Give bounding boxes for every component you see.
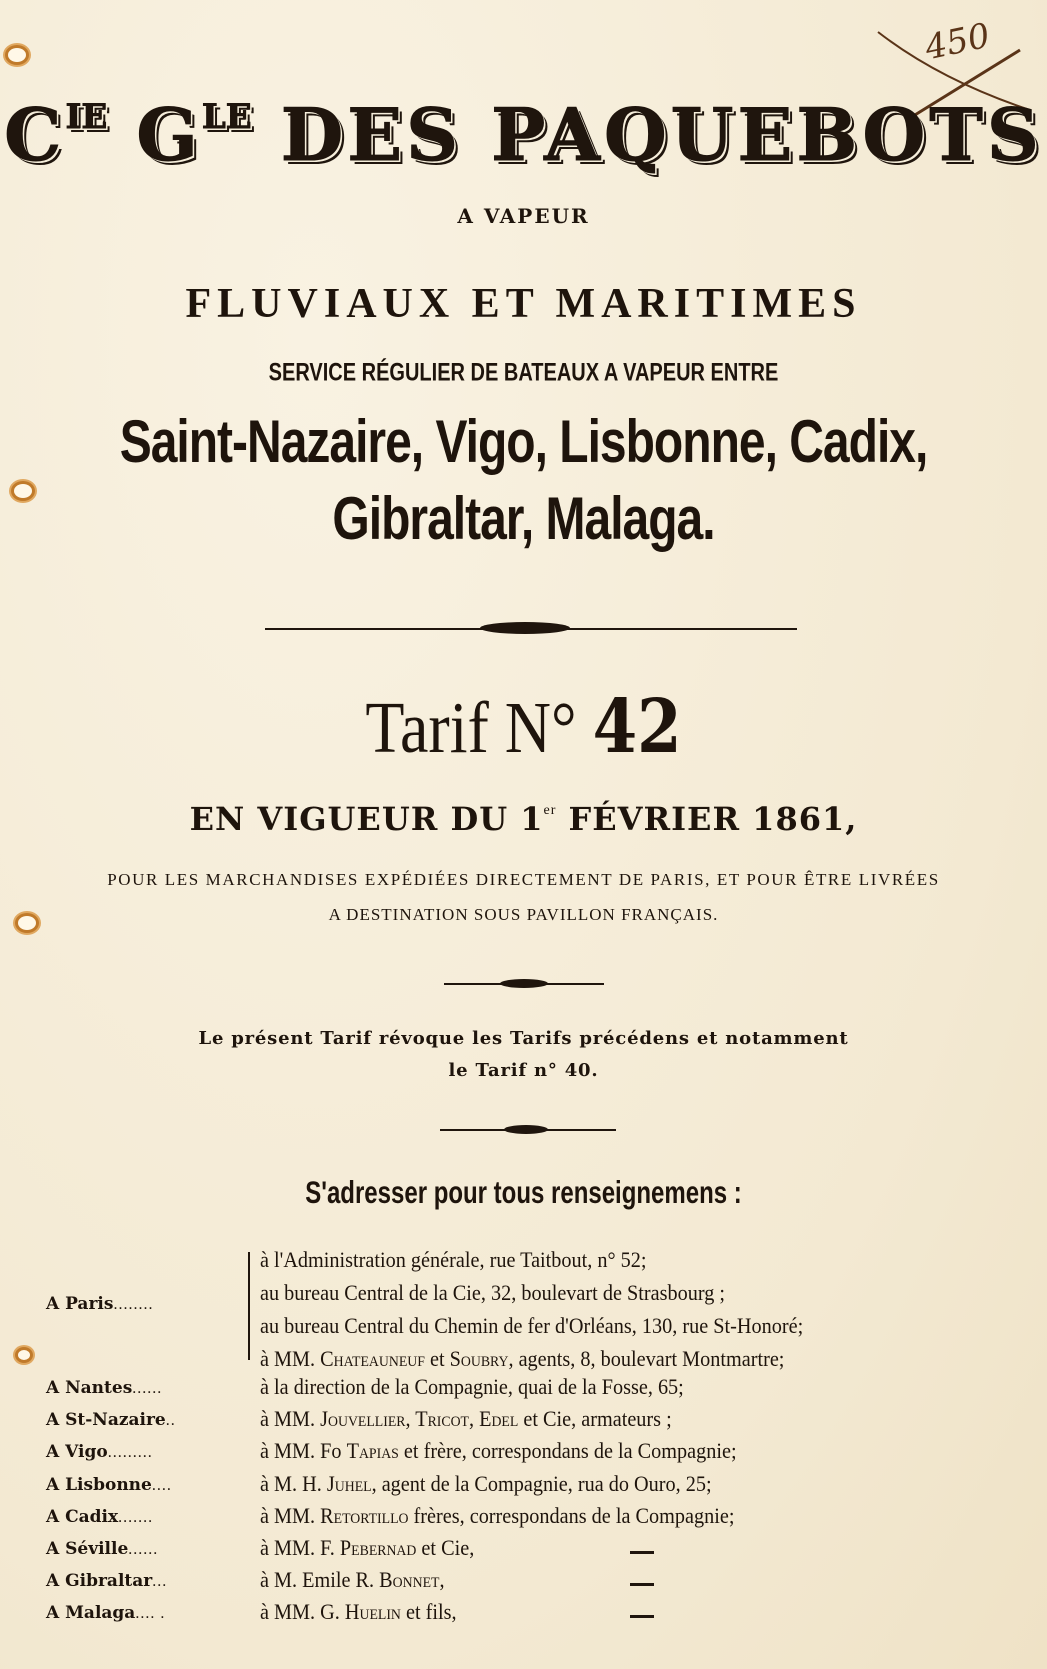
contact-address: à M. Emile R. Bonnet,: [260, 1567, 445, 1593]
vigueur-post: FÉVRIER 1861,: [556, 800, 858, 838]
contact-address: à M. H. Juhel, agent de la Compagnie, rua do Ouro, 25;: [260, 1470, 712, 1496]
ditto-dash: [630, 1583, 654, 1586]
city-label: A Cadix.......: [46, 1506, 154, 1527]
company-g-sup: LE: [201, 97, 252, 137]
city-label: A Paris........: [46, 1294, 154, 1314]
contact-row: [0, 1471, 1047, 1501]
ditto-dash: [630, 1551, 654, 1554]
goods-line-1: POUR LES MARCHANDISES EXPÉDIÉES DIRECTEMENT DE PARIS, ET POUR ÊTRE LIVRÉES: [107, 870, 940, 889]
contact-address: à MM. Jouvellier, Tricot, Edel et Cie, armateurs ;: [260, 1406, 672, 1432]
ditto-dash: [630, 1615, 654, 1618]
tarif-label: Tarif N°: [365, 686, 577, 769]
vigueur-sup: er: [543, 803, 557, 818]
contact-row: [0, 1535, 1047, 1565]
paris-address-2: au bureau Central de la Cie, 32, boulevart de Strasbourg ;: [260, 1280, 726, 1305]
contact-address: à MM. Retortillo frères, correspondans de la Compagnie;: [260, 1502, 735, 1528]
contact-address: à MM. Fo Tapias et frère, correspondans de la Compagnie;: [260, 1438, 737, 1464]
contact-address: à MM. G. Huelin et fils,: [260, 1599, 457, 1625]
contact-row: [0, 1374, 1047, 1404]
subtitle-a-vapeur: A VAPEUR: [457, 204, 590, 228]
contacts-heading: S'adresser pour tous renseignemens :: [305, 1175, 742, 1211]
punch-hole-top: [8, 48, 26, 62]
vigueur-pre: EN VIGUEUR DU 1: [189, 800, 544, 838]
revocation-line-2: le Tarif n° 40.: [448, 1060, 599, 1081]
paris-address-4: à MM. Chateauneuf et Soubry, agents, 8, boulevart Montmartre;: [260, 1346, 785, 1371]
contact-row: [0, 1599, 1047, 1629]
revocation-line-1: Le présent Tarif révoque les Tarifs précédens et notamment: [198, 1028, 849, 1049]
city-label: A Séville......: [46, 1539, 159, 1559]
tarif-number: 42: [592, 684, 682, 771]
tarif-title: [0, 684, 1047, 770]
ports-line-2: Gibraltar, Malaga.: [332, 486, 715, 553]
city-label: A Gibraltar...: [46, 1571, 168, 1592]
paris-address-1: à l'Administration générale, rue Taitbout, n° 52;: [260, 1247, 647, 1272]
vigueur-date: [0, 800, 1047, 838]
contact-address: à MM. F. Pebernad et Cie,: [260, 1535, 475, 1560]
contact-row: [0, 1438, 1047, 1468]
contact-row: [0, 1503, 1047, 1533]
company-name: [0, 92, 1047, 177]
company-c: C: [4, 92, 66, 177]
handwritten-number: 450: [921, 15, 994, 69]
ports-line-1: Saint-Nazaire, Vigo, Lisbonne, Cadix,: [119, 409, 928, 476]
city-label: A Malaga.... .: [46, 1603, 166, 1624]
city-label: A Vigo.........: [46, 1442, 153, 1463]
city-label: A Lisbonne....: [46, 1474, 172, 1495]
company-main: DES PAQUEBOTS: [280, 92, 1043, 177]
service-line: SERVICE RÉGULIER DE BATEAUX A VAPEUR ENTRE: [268, 359, 779, 387]
contact-row: [0, 1567, 1047, 1597]
city-label: A Nantes......: [46, 1378, 163, 1398]
contact-address: à la direction de la Compagnie, quai de la Fosse, 65;: [260, 1374, 684, 1399]
contact-row: [0, 1406, 1047, 1436]
company-g: G: [136, 92, 202, 177]
company-c-sup: IE: [65, 97, 108, 137]
city-label: A St-Nazaire..: [46, 1410, 176, 1431]
paris-address-3: au bureau Central du Chemin de fer d'Orléans, 130, rue St-Honoré;: [260, 1313, 804, 1338]
goods-line-2: A DESTINATION SOUS PAVILLON FRANÇAIS.: [328, 905, 719, 924]
subtitle-fluviaux: FLUVIAUX ET MARITIMES: [185, 281, 862, 327]
